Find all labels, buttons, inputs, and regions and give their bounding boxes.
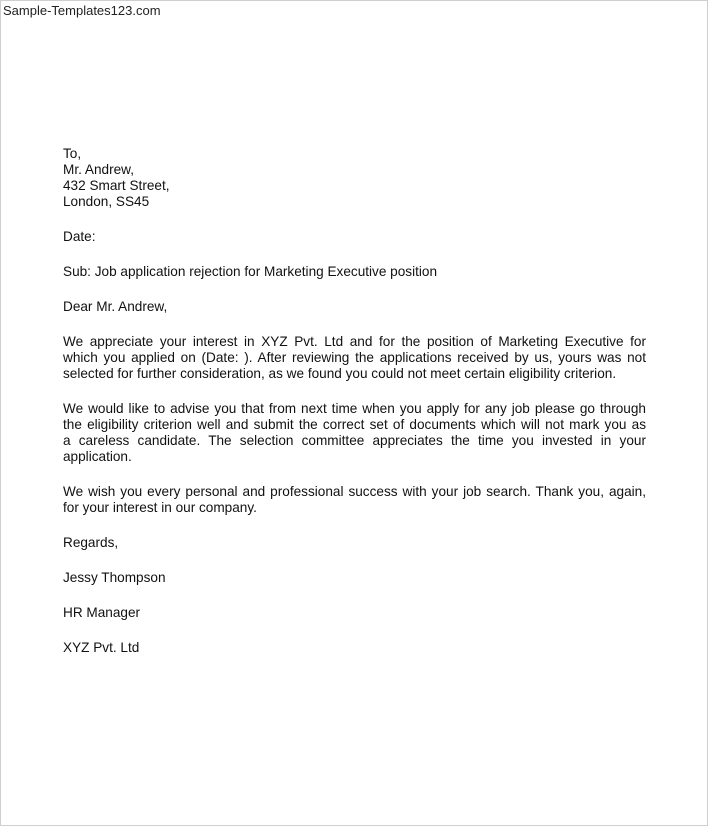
address-city: London, SS45 — [63, 194, 150, 209]
paragraph-3 — [63, 484, 646, 516]
paragraph-line: application. — [63, 449, 132, 464]
paragraph-1 — [63, 334, 646, 382]
address-name: Mr. Andrew, — [63, 162, 135, 177]
watermark: Sample-Templates123.com — [3, 3, 161, 18]
salutation: Dear Mr. Andrew, — [63, 299, 168, 314]
subject-line: Sub: Job application rejection for Marketing Executive position — [63, 264, 438, 279]
paragraph-line: selected for further consideration, as we found you could not meet certain eligibility criterion. — [63, 366, 617, 381]
paragraph-2 — [63, 401, 646, 465]
recipient-address — [63, 146, 646, 210]
paragraph-line: the eligibility criterion well and submit the correct set of documents which will not mark you as — [63, 417, 646, 432]
paragraph-line: which you applied on (Date: ). After reviewing the applications received by us, yours was not — [63, 350, 646, 365]
letter-body — [63, 146, 646, 656]
paragraph-line: We would like to advise you that from next time when you apply for any job please go through — [63, 401, 646, 416]
paragraph-line: a careless candidate. The selection committee appreciates the time you invested in your — [63, 433, 646, 448]
signature-company: XYZ Pvt. Ltd — [63, 640, 140, 655]
signature-name: Jessy Thompson — [63, 570, 166, 585]
paragraph-line: We wish you every personal and professional success with your job search. Thank you, again, — [63, 484, 646, 499]
paragraph-line: for your interest in our company. — [63, 500, 257, 515]
paragraph-line: We appreciate your interest in XYZ Pvt. Ltd and for the position of Marketing Executive for — [63, 334, 646, 349]
address-street: 432 Smart Street, — [63, 178, 170, 193]
closing: Regards, — [63, 535, 119, 550]
address-to: To, — [63, 146, 82, 161]
signature-title: HR Manager — [63, 605, 141, 620]
date-label: Date: — [63, 229, 96, 244]
